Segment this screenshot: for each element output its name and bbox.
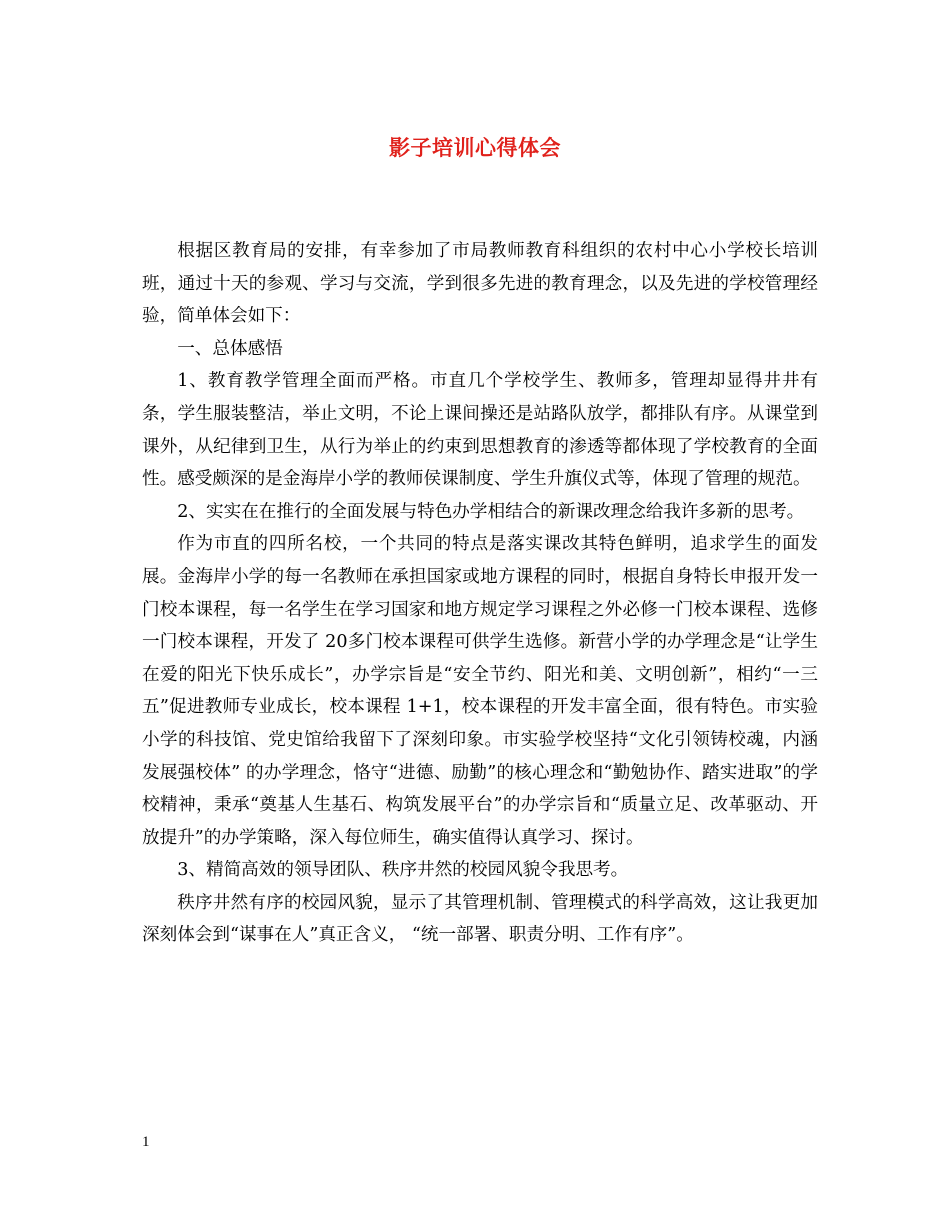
document-body xyxy=(142,235,818,952)
paragraph-point-3: 3、精简高效的领导团队、秩序井然的校园风貌令我思考。 xyxy=(177,860,629,881)
paragraph-point-2-detail: 作为市直的四所名校，一个共同的特点是落实课改其特色鲜明，追求学生的面发展。金海岸小学的每一名教师在承担国家或地方课程的同时，根据自身特长申报开发一门校本课程，每一名学生在学习国家和地方规定学习课程之外必修一门校本课程、选修一门校本课程，开发了 20多门校本课程可供学生选修。新营小学的办学理念是“让学生在爱的阳光下快乐成长”，办学宗旨是“安全节约、阳光和美、文明创新”，相约“一三五”促进教师专业成长，校本课程 1+1，校本课程的开发丰富全面，很有特色。市实验小学的科技馆、党史馆给我留下了深刻印象。市实验学校坚持“文化引领铸校魂，内涵发展强校体” 的办学理念，恪守“进德、励勤”的核心理念和“勤勉协作、踏实进取”的学校精神，秉承“奠基人生基石、构筑发展平台”的办学宗旨和“质量立足、改革驱动、开放提升”的办学策略，深入每位师生，确实值得认真学习、探讨。 xyxy=(142,534,818,848)
paragraph-section-heading: 一、总体感悟 xyxy=(177,338,283,359)
paragraph-point-1: 1、教育教学管理全面而严格。市直几个学校学生、教师多，管理却显得井井有条，学生服装整洁，举止文明，不论上课间操还是站路队放学，都排队有序。从课堂到课外，从纪律到卫生，从行为举止的约束到思想教育的渗透等都体现了学校教育的全面性。感受颇深的是金海岸小学的教师侯课制度、学生升旗仪式等，体现了管理的规范。 xyxy=(142,371,818,490)
page-number: 1 xyxy=(142,1134,150,1150)
document-title: 影子培训心得体会 xyxy=(389,135,561,160)
paragraph-point-2: 2、实实在在推行的全面发展与特色办学相结合的新课改理念给我许多新的思考。 xyxy=(177,501,805,522)
paragraph-point-3-detail: 秩序井然有序的校园风貌，显示了其管理机制、管理模式的科学高效，这让我更加深刻体会到“谋事在人”真正含义， “统一部署、职责分明、工作有序”。 xyxy=(142,892,818,946)
paragraph-intro: 根据区教育局的安排，有幸参加了市局教师教育科组织的农村中心小学校长培训班，通过十天的参观、学习与交流，学到很多先进的教育理念，以及先进的学校管理经验，简单体会如下： xyxy=(142,241,818,327)
